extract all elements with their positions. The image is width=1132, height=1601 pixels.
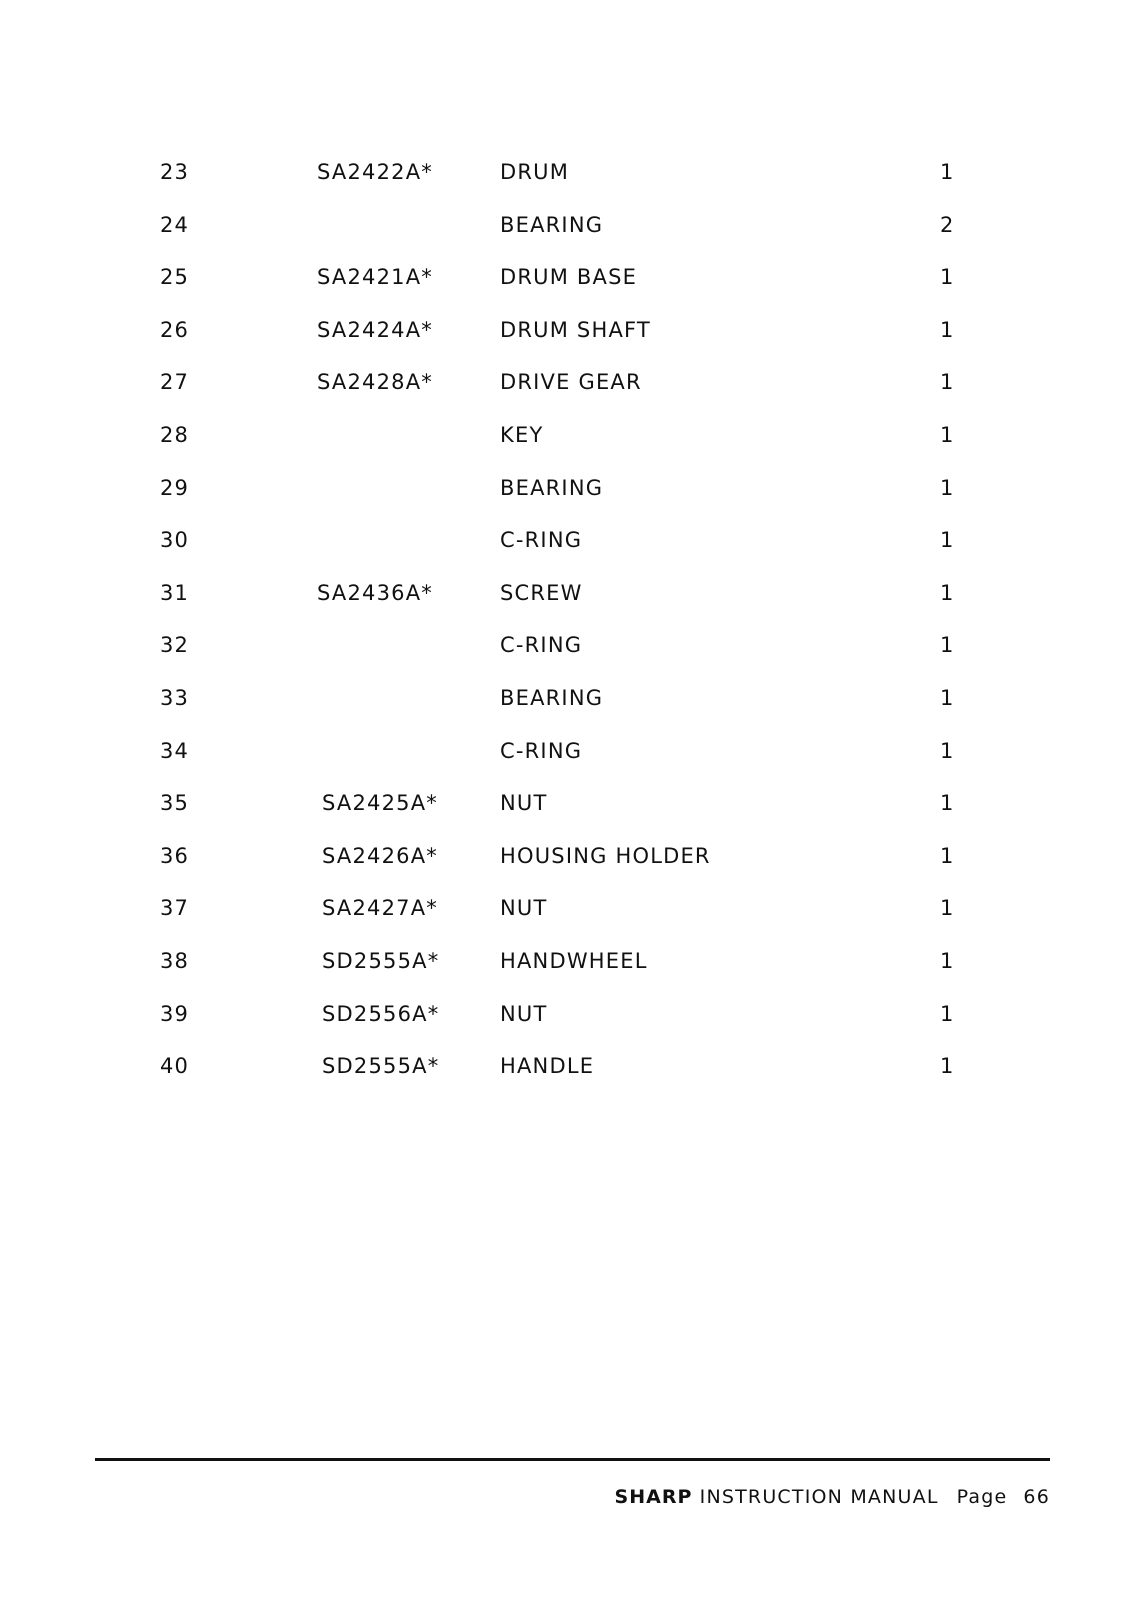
table-row (0, 251, 1132, 304)
part-description: HANDWHEEL (500, 948, 648, 973)
table-row (0, 409, 1132, 462)
part-number: SA2424A* (317, 317, 433, 342)
part-number: SD2555A* (322, 1054, 440, 1079)
table-row (0, 672, 1132, 725)
part-quantity: 1 (940, 685, 955, 710)
footer-divider (95, 1458, 1050, 1461)
part-description: C-RING (500, 528, 583, 553)
table-row (0, 199, 1132, 252)
part-number: SA2426A* (322, 843, 438, 868)
part-quantity: 1 (940, 1054, 955, 1079)
part-description: HANDLE (500, 1054, 595, 1079)
part-quantity: 1 (940, 580, 955, 605)
part-quantity: 1 (940, 528, 955, 553)
part-quantity: 1 (940, 896, 955, 921)
part-quantity: 1 (940, 948, 955, 973)
part-quantity: 1 (940, 265, 955, 290)
table-row (0, 725, 1132, 778)
part-description: DRUM (500, 160, 570, 184)
part-quantity: 1 (940, 1001, 955, 1026)
part-number: SA2425A* (322, 791, 438, 816)
part-quantity: 1 (940, 475, 955, 500)
table-row (0, 777, 1132, 830)
part-description: C-RING (500, 633, 583, 658)
table-row (0, 304, 1132, 357)
part-number: SA2428A* (317, 370, 433, 395)
table-row (0, 882, 1132, 935)
part-description: NUT (500, 791, 548, 816)
item-number: 37 (160, 896, 190, 921)
part-number: SA2427A* (322, 896, 438, 921)
table-row (0, 935, 1132, 988)
item-number: 26 (160, 317, 190, 342)
manual-title: INSTRUCTION MANUAL (699, 1486, 939, 1508)
table-row (0, 462, 1132, 515)
item-number: 29 (160, 475, 190, 500)
table-row (0, 1040, 1132, 1093)
part-number: SA2436A* (317, 580, 433, 605)
part-quantity: 1 (940, 422, 955, 447)
part-number: SD2555A* (322, 948, 440, 973)
table-row (0, 988, 1132, 1041)
item-number: 38 (160, 948, 190, 973)
brand-name: SHARP (614, 1486, 693, 1508)
table-row (0, 830, 1132, 883)
part-description: NUT (500, 896, 548, 921)
part-description: DRUM SHAFT (500, 317, 651, 342)
item-number: 25 (160, 265, 190, 290)
item-number: 28 (160, 422, 190, 447)
page-number: 66 (1023, 1486, 1050, 1508)
part-description: KEY (500, 422, 544, 447)
item-number: 36 (160, 843, 190, 868)
item-number: 32 (160, 633, 190, 658)
page-label: Page (956, 1486, 1008, 1508)
part-description: C-RING (500, 738, 583, 763)
item-number: 39 (160, 1001, 190, 1026)
part-number: SD2556A* (322, 1001, 440, 1026)
parts-list-table (0, 146, 1132, 1093)
item-number: 34 (160, 738, 190, 763)
part-quantity: 1 (940, 370, 955, 395)
part-description: BEARING (500, 685, 604, 710)
part-quantity: 1 (940, 791, 955, 816)
item-number: 40 (160, 1054, 190, 1079)
item-number: 27 (160, 370, 190, 395)
part-description: DRUM BASE (500, 265, 638, 290)
part-quantity: 2 (940, 212, 955, 237)
table-row (0, 514, 1132, 567)
item-number: 23 (160, 160, 190, 184)
table-row (0, 619, 1132, 672)
item-number: 31 (160, 580, 190, 605)
part-description: BEARING (500, 212, 604, 237)
part-quantity: 1 (940, 633, 955, 658)
part-quantity: 1 (940, 317, 955, 342)
item-number: 35 (160, 791, 190, 816)
table-row (0, 356, 1132, 409)
item-number: 30 (160, 528, 190, 553)
part-number: SA2422A* (317, 160, 433, 184)
table-row (0, 567, 1132, 620)
part-description: BEARING (500, 475, 604, 500)
part-quantity: 1 (940, 738, 955, 763)
part-description: NUT (500, 1001, 548, 1026)
part-number: SA2421A* (317, 265, 433, 290)
table-row (0, 146, 1132, 199)
part-quantity: 1 (940, 843, 955, 868)
part-description: SCREW (500, 580, 583, 605)
item-number: 24 (160, 212, 190, 237)
item-number: 33 (160, 685, 190, 710)
part-description: HOUSING HOLDER (500, 843, 711, 868)
part-quantity: 1 (940, 160, 955, 184)
part-description: DRIVE GEAR (500, 370, 642, 395)
page-footer (615, 1486, 1050, 1508)
